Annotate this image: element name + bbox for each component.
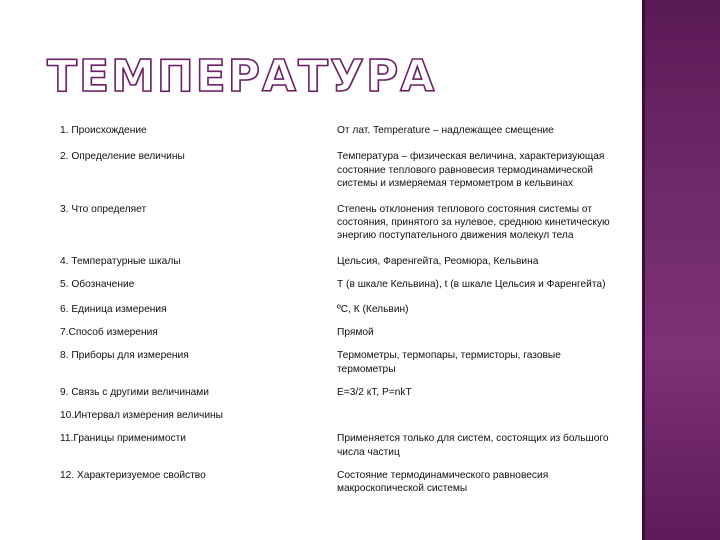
row-value: Цельсия, Фаренгейта, Реомюра, Кельвина bbox=[337, 255, 539, 267]
page-title: ТЕМПЕРАТУРА bbox=[47, 51, 437, 102]
row-label: 10.Интервал измерения величины bbox=[60, 409, 223, 421]
table-row bbox=[60, 326, 620, 339]
row-value: Применяется только для систем, состоящих из большого числа частиц bbox=[337, 433, 609, 458]
table-row bbox=[60, 386, 620, 399]
row-label: 4. Температурные шкалы bbox=[60, 255, 181, 267]
row-value: Степень отклонения теплового состояния системы от состояния, принятого за нулевое, среднюю кинетическую энергию поступательного движения молекул тела bbox=[337, 203, 610, 242]
row-value: Прямой bbox=[337, 327, 374, 339]
table-row bbox=[60, 150, 620, 190]
row-value: Температура – физическая величина, характеризующая состояние теплового равновесия термодинамической системы и измеряемая термометром в кельвинах bbox=[337, 151, 605, 190]
row-label: 7.Способ измерения bbox=[60, 327, 158, 339]
row-value: Состояние термодинамического равновесия макроскопической системы bbox=[337, 469, 549, 495]
row-label: 6. Единица измерения bbox=[60, 303, 167, 315]
table-row bbox=[60, 409, 620, 422]
table-row bbox=[60, 349, 620, 376]
table-row bbox=[60, 432, 620, 459]
row-value: E=3/2 кT, P=nkT bbox=[337, 387, 412, 399]
row-label: 11.Границы применимости bbox=[60, 433, 186, 445]
row-value: ºС, К (Кельвин) bbox=[337, 303, 409, 315]
table-row bbox=[60, 469, 620, 496]
row-label: 8. Приборы для измерения bbox=[60, 350, 189, 362]
row-label: 3. Что определяет bbox=[60, 203, 147, 215]
row-value: Термометры, термопары, термисторы, газовые термометры bbox=[337, 350, 561, 375]
row-label: 9. Связь с другими величинами bbox=[60, 387, 209, 399]
row-label: 12. Характеризуемое свойство bbox=[60, 469, 206, 481]
table-row bbox=[60, 303, 620, 316]
row-label: 2. Определение величины bbox=[60, 151, 185, 163]
table-row bbox=[60, 255, 620, 268]
table-row bbox=[60, 278, 620, 291]
row-label: 5. Обозначение bbox=[60, 279, 135, 291]
table-row bbox=[60, 124, 620, 137]
row-value: От лат. Temperature – надлежащее смещение bbox=[337, 125, 554, 136]
row-label: 1. Происхождение bbox=[60, 125, 147, 136]
properties-table bbox=[60, 124, 620, 496]
row-value: Т (в шкале Кельвина), t (в шкале Цельсия и Фаренгейта) bbox=[337, 279, 606, 291]
table-row bbox=[60, 203, 620, 243]
decorative-sidebar bbox=[642, 0, 720, 540]
